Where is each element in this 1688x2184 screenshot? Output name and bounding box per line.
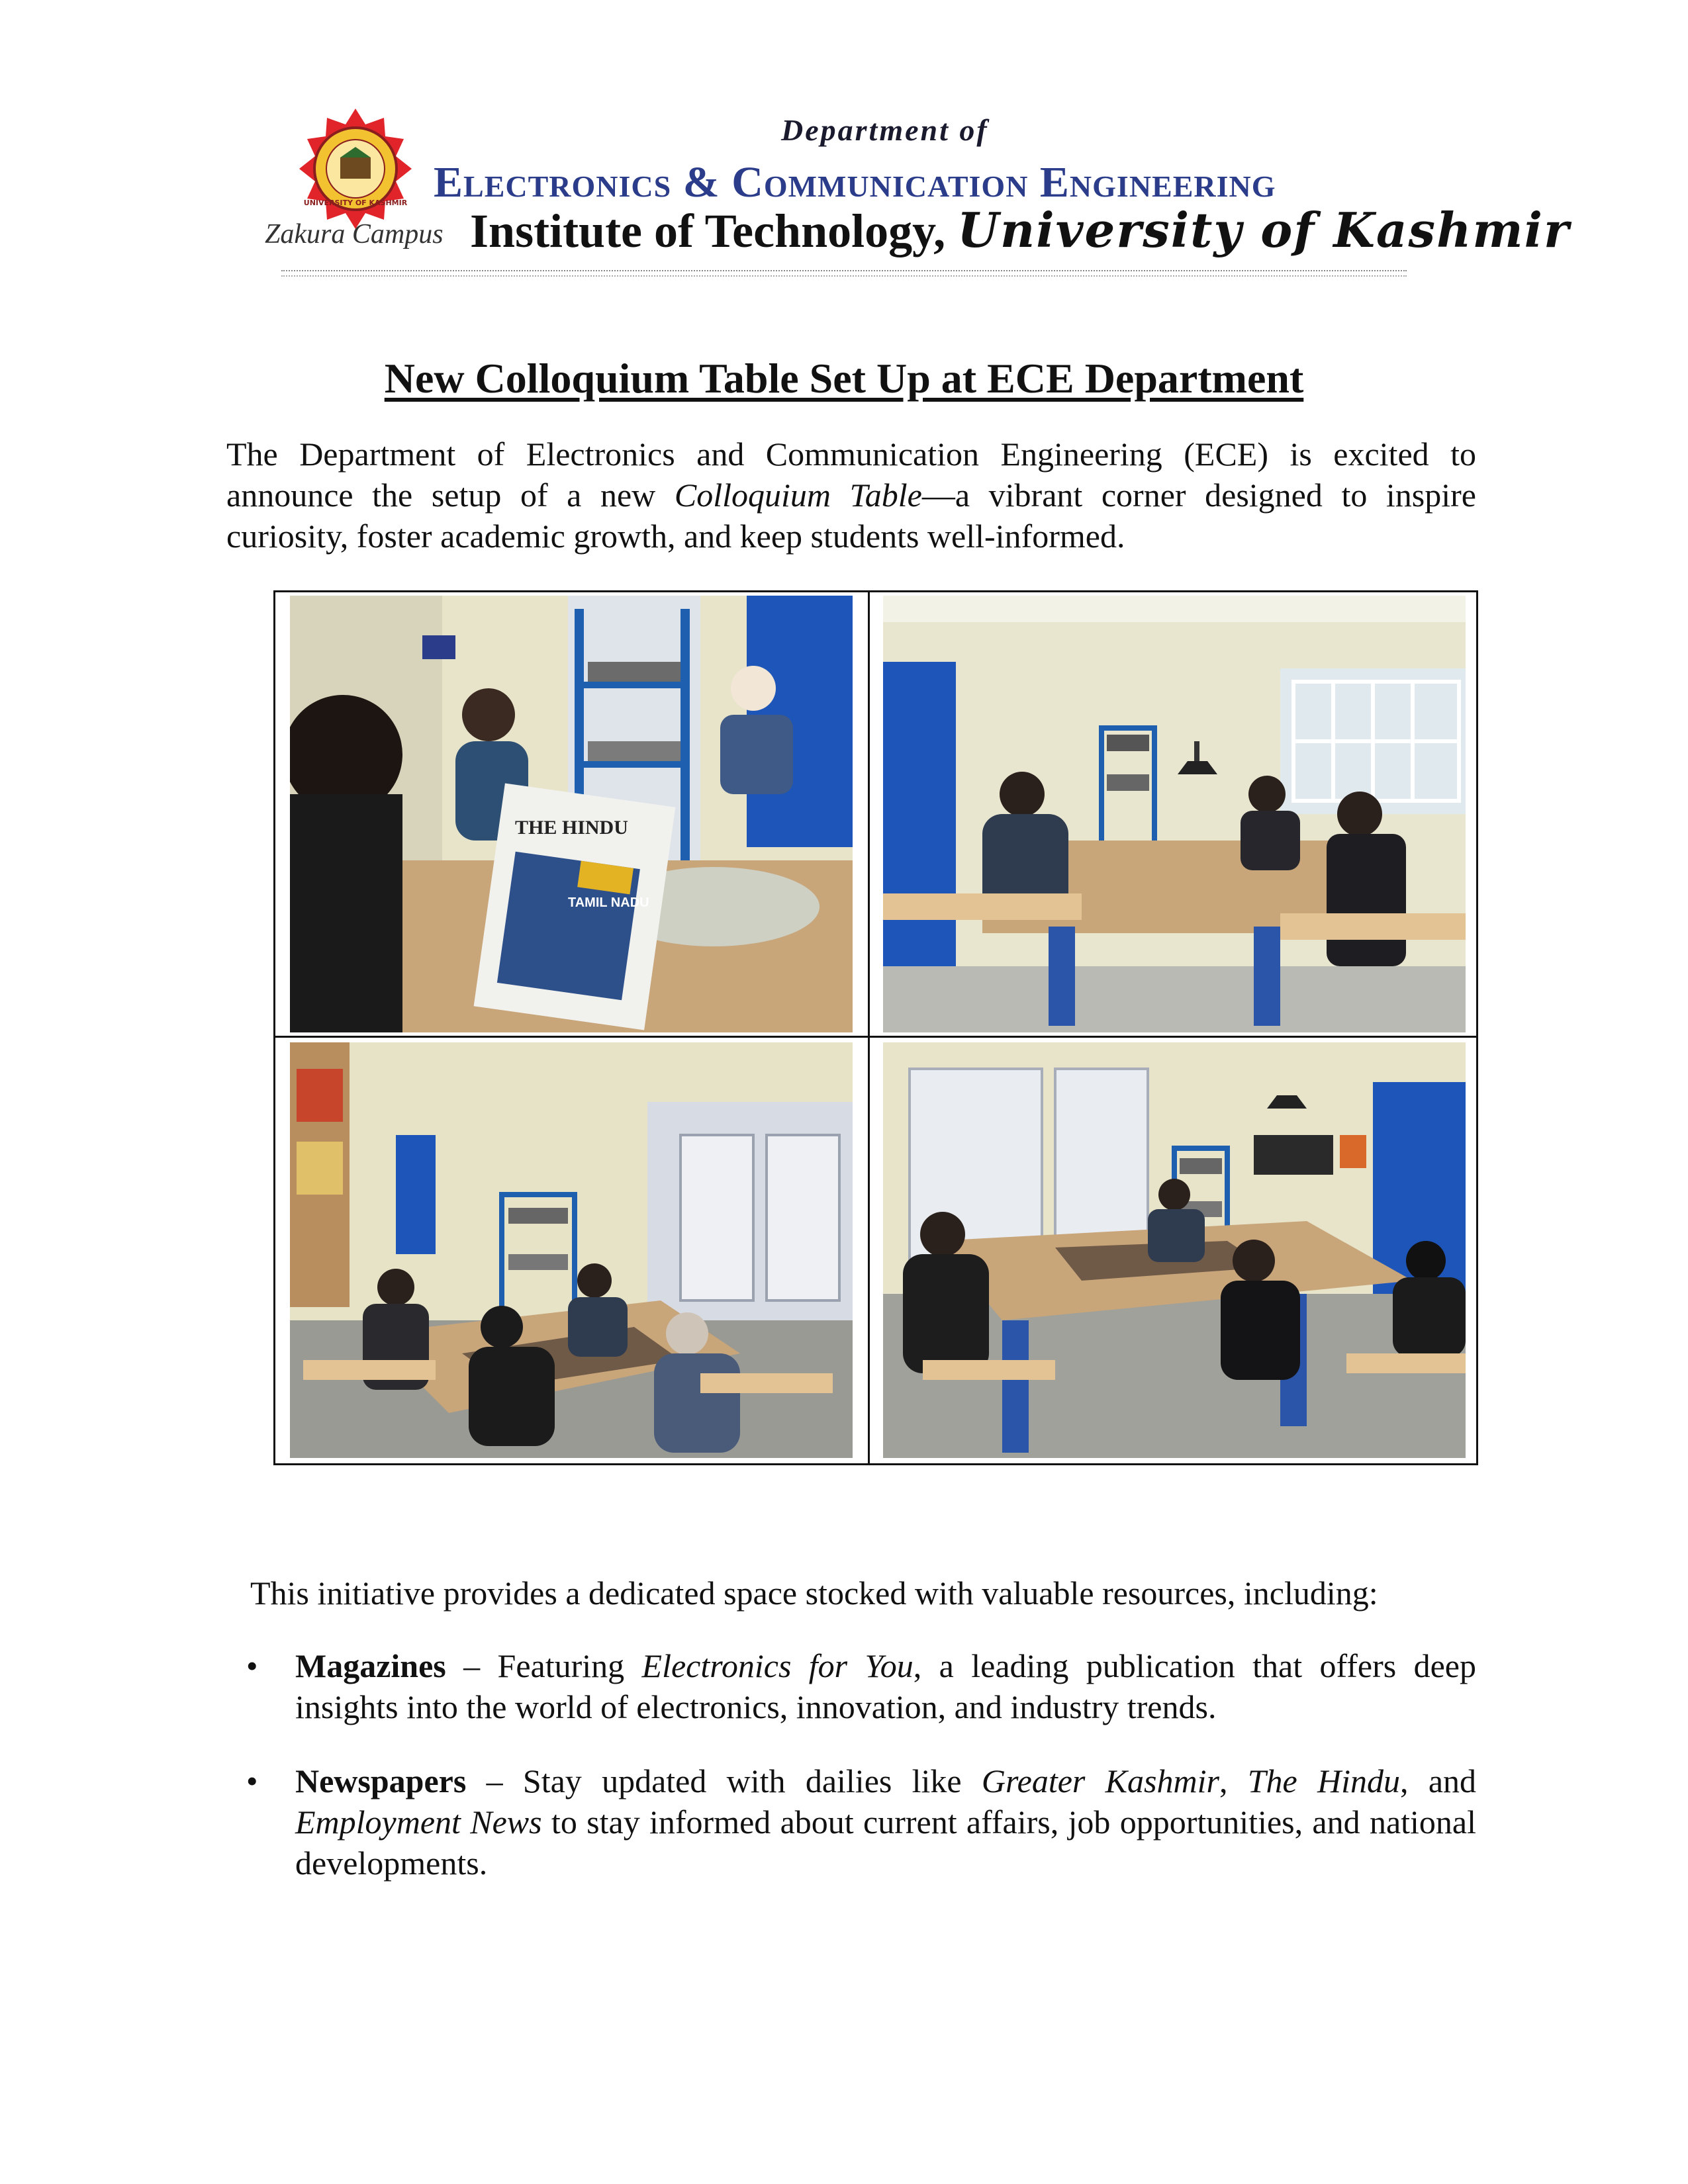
department-of-label: Department of: [781, 113, 989, 147]
photo-students-at-table: [290, 1042, 853, 1458]
department-name: Electronics & Communication Engineering: [434, 158, 1276, 206]
newspaper-title-employment-news: Employment News: [295, 1803, 542, 1841]
intro-text-end: —a vibrant corner designed to inspire curiosity, foster academic growth, and keep students well-informed.: [226, 477, 1476, 555]
newspaper-headline: TAMIL NADU: [568, 895, 649, 910]
magazines-description: , a leading publication that offers deep insights into the world of electronics, innovation, and industry trends.: [295, 1647, 1476, 1725]
photo-colloquium-table-group: [883, 1042, 1466, 1458]
magazine-title: Electronics for You: [641, 1647, 914, 1684]
newspaper-masthead: THE HINDU: [515, 817, 628, 839]
university-name: University of Kashmir: [957, 202, 1570, 258]
newspaper-title-the-hindu: The Hindu: [1247, 1762, 1401, 1799]
resources-lead: This initiative provides a dedicated space stocked with valuable resources, including:: [250, 1574, 1378, 1612]
photo-student-reading-newspaper: [290, 596, 853, 1032]
grid-divider-vertical: [868, 592, 870, 1463]
bullet-icon: •: [246, 1762, 258, 1799]
newspaper-title-greater-kashmir: Greater Kashmir: [981, 1762, 1219, 1799]
list-item-magazines: [226, 1645, 1476, 1727]
newspapers-and: , and: [1400, 1762, 1477, 1799]
intro-emphasis: Colloquium Table: [674, 477, 922, 514]
intro-paragraph: [226, 433, 1476, 557]
magazines-label: Magazines: [295, 1647, 446, 1684]
university-seal-logo: [293, 106, 418, 232]
letterhead-divider: [281, 270, 1407, 277]
letterhead: [265, 99, 1570, 278]
newspapers-description: to stay informed about current affairs, job opportunities, and national developments.: [295, 1803, 1476, 1882]
magazines-separator: – Featuring: [445, 1647, 642, 1684]
bullet-icon: •: [246, 1647, 258, 1684]
grid-divider-horizontal: [275, 1036, 1476, 1038]
photo-grid: [273, 590, 1478, 1465]
institute-name: Institute of Technology,: [470, 205, 946, 257]
newspapers-comma: ,: [1219, 1762, 1248, 1799]
intro-text-start: The Department of Electronics and Communication Engineering (ECE) is excited to announce the setup of a new: [226, 435, 1476, 514]
list-item-newspapers: [226, 1760, 1476, 1884]
campus-name: Zakura Campus: [265, 219, 444, 250]
photo-reading-corner-window: [883, 596, 1466, 1032]
newspapers-label: Newspapers: [295, 1762, 467, 1799]
institute-line: [470, 202, 1570, 259]
resources-list: [226, 1645, 1476, 1917]
newspapers-separator: – Stay updated with dailies like: [466, 1762, 982, 1799]
svg-text:UNIVERSITY OF KASHMIR: UNIVERSITY OF KASHMIR: [303, 199, 408, 207]
page-title: New Colloquium Table Set Up at ECE Department: [384, 355, 1304, 402]
